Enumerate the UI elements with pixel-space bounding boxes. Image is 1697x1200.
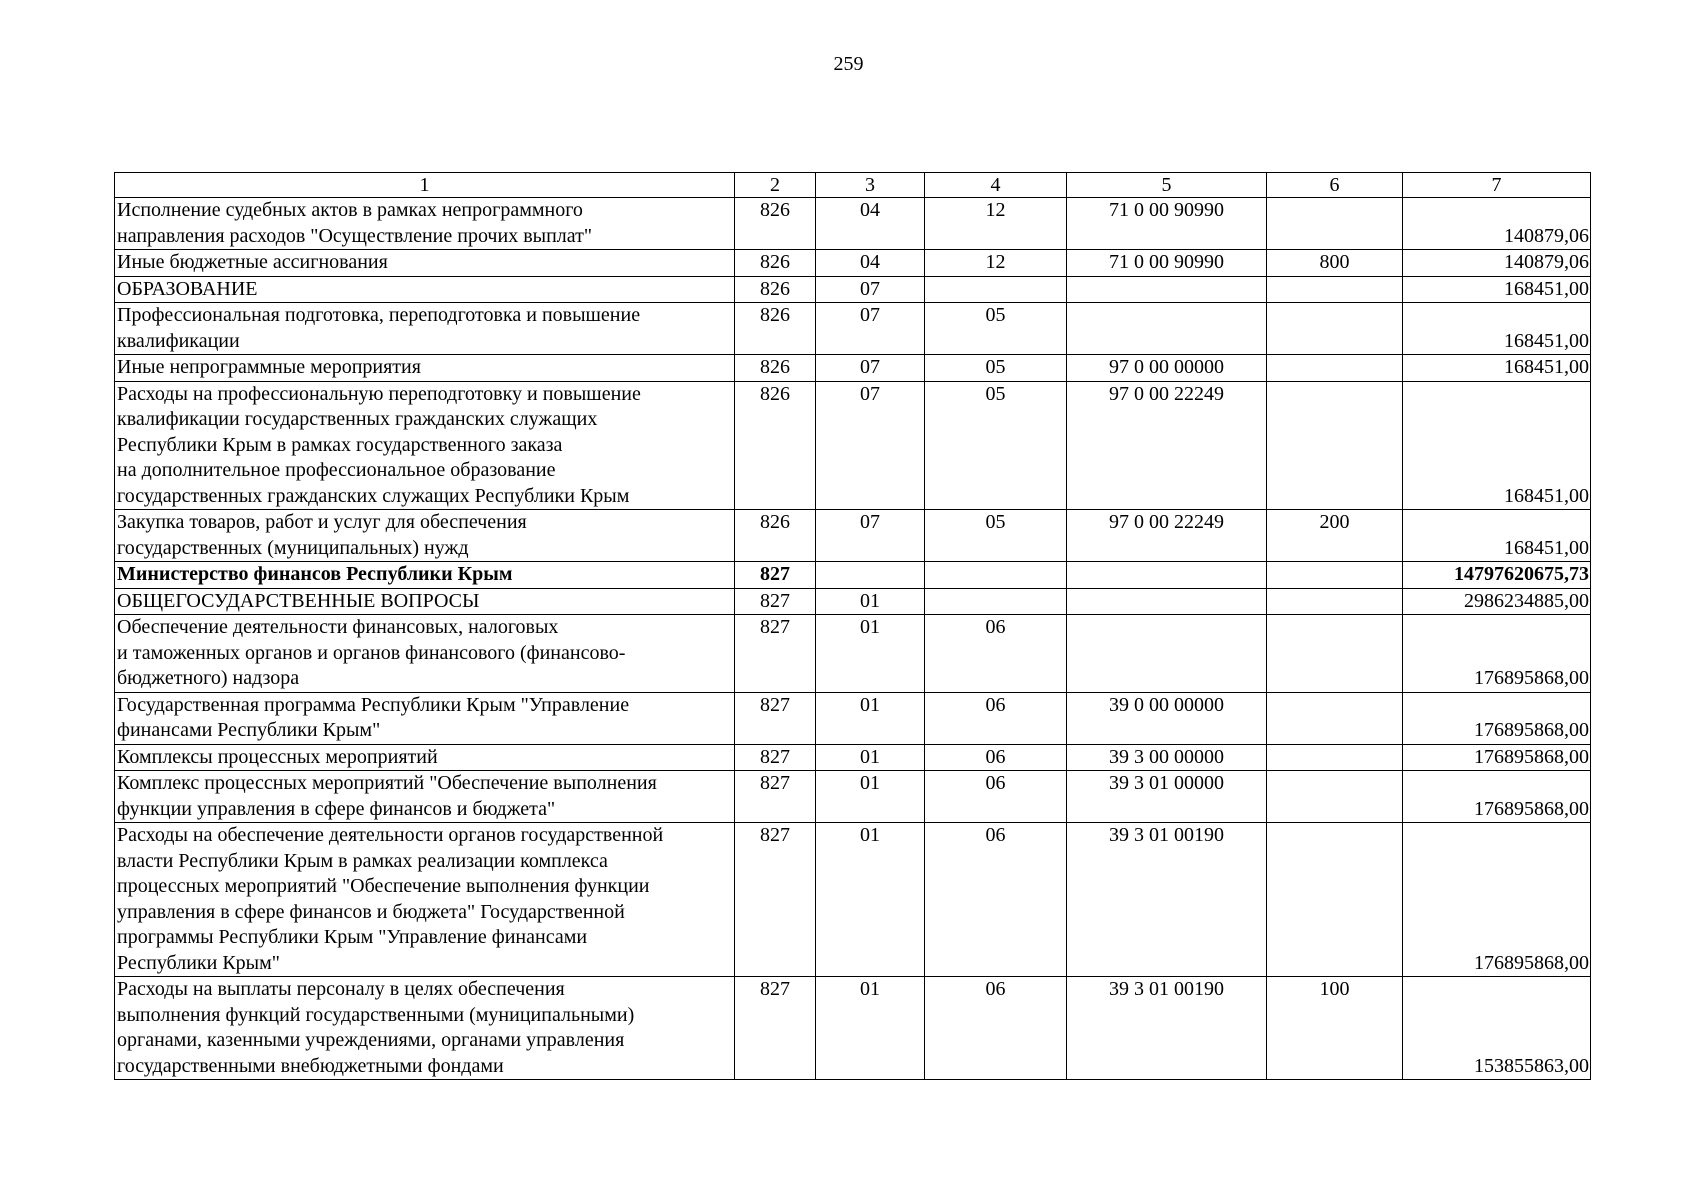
column-header: 3 (816, 173, 925, 198)
row-section-cell: 01 (816, 615, 925, 693)
row-target-article-cell: 71 0 00 90990 (1067, 198, 1267, 250)
row-subsection-cell: 06 (925, 771, 1067, 823)
row-expense-type-cell (1267, 381, 1403, 510)
row-expense-type-cell (1267, 588, 1403, 615)
row-name-cell: ОБРАЗОВАНИЕ (115, 276, 735, 303)
row-target-article-cell: 39 3 01 00190 (1067, 823, 1267, 977)
table-row (115, 381, 1591, 510)
row-section-cell: 01 (816, 977, 925, 1080)
row-target-article-cell: 71 0 00 90990 (1067, 250, 1267, 277)
row-target-article-cell (1067, 588, 1267, 615)
row-target-article-cell: 97 0 00 22249 (1067, 381, 1267, 510)
row-amount-cell: 2986234885,00 (1403, 588, 1591, 615)
budget-table (114, 172, 1591, 1080)
row-expense-type-cell (1267, 562, 1403, 589)
row-target-article-cell (1067, 615, 1267, 693)
row-name-cell: Комплекс процессных мероприятий "Обеспечение выполнения функции управления в сфере финансов и бюджета" (115, 771, 735, 823)
row-name-cell: Государственная программа Республики Крым "Управление финансами Республики Крым" (115, 692, 735, 744)
table-row (115, 355, 1591, 382)
row-section-cell: 07 (816, 303, 925, 355)
row-target-article-cell: 39 3 01 00190 (1067, 977, 1267, 1080)
table-row (115, 250, 1591, 277)
table-row (115, 615, 1591, 693)
row-subsection-cell: 12 (925, 198, 1067, 250)
row-expense-type-cell (1267, 744, 1403, 771)
row-target-article-cell (1067, 562, 1267, 589)
row-ministry-code-cell: 827 (735, 692, 816, 744)
row-name-cell: Закупка товаров, работ и услуг для обеспечения государственных (муниципальных) нужд (115, 510, 735, 562)
row-expense-type-cell: 800 (1267, 250, 1403, 277)
row-section-cell: 01 (816, 744, 925, 771)
row-name-cell: Комплексы процессных мероприятий (115, 744, 735, 771)
row-expense-type-cell (1267, 276, 1403, 303)
row-section-cell: 01 (816, 588, 925, 615)
row-ministry-code-cell: 826 (735, 250, 816, 277)
row-section-cell (816, 562, 925, 589)
row-subsection-cell: 05 (925, 381, 1067, 510)
row-expense-type-cell (1267, 355, 1403, 382)
column-header: 2 (735, 173, 816, 198)
page-number: 259 (833, 53, 864, 75)
table-row (115, 562, 1591, 589)
row-subsection-cell: 06 (925, 744, 1067, 771)
column-header: 5 (1067, 173, 1267, 198)
column-header: 4 (925, 173, 1067, 198)
row-target-article-cell: 39 0 00 00000 (1067, 692, 1267, 744)
row-expense-type-cell (1267, 615, 1403, 693)
row-subsection-cell: 05 (925, 355, 1067, 382)
row-subsection-cell (925, 588, 1067, 615)
row-ministry-code-cell: 827 (735, 615, 816, 693)
table-row (115, 303, 1591, 355)
row-section-cell: 07 (816, 276, 925, 303)
row-subsection-cell: 12 (925, 250, 1067, 277)
row-amount-cell: 176895868,00 (1403, 771, 1591, 823)
table-row (115, 510, 1591, 562)
row-amount-cell: 168451,00 (1403, 276, 1591, 303)
column-header: 6 (1267, 173, 1403, 198)
row-name-cell: Профессиональная подготовка, переподготовка и повышение квалификации (115, 303, 735, 355)
row-name-cell: Иные бюджетные ассигнования (115, 250, 735, 277)
row-amount-cell: 140879,06 (1403, 250, 1591, 277)
row-ministry-code-cell: 827 (735, 823, 816, 977)
row-name-cell: Расходы на профессиональную переподготовку и повышение квалификации государственных гражданских служащих Республики Крым в рамках государственного заказа на дополнительное профессиональное образование государственных гражданских служащих Республики Крым (115, 381, 735, 510)
row-ministry-code-cell: 827 (735, 771, 816, 823)
row-target-article-cell: 39 3 00 00000 (1067, 744, 1267, 771)
row-amount-cell: 176895868,00 (1403, 692, 1591, 744)
row-subsection-cell: 06 (925, 692, 1067, 744)
row-subsection-cell: 05 (925, 303, 1067, 355)
row-section-cell: 04 (816, 198, 925, 250)
row-section-cell: 01 (816, 692, 925, 744)
row-subsection-cell (925, 276, 1067, 303)
row-ministry-code-cell: 826 (735, 198, 816, 250)
row-amount-cell: 176895868,00 (1403, 615, 1591, 693)
row-expense-type-cell (1267, 303, 1403, 355)
row-target-article-cell: 97 0 00 00000 (1067, 355, 1267, 382)
row-amount-cell: 140879,06 (1403, 198, 1591, 250)
row-expense-type-cell (1267, 692, 1403, 744)
row-target-article-cell: 97 0 00 22249 (1067, 510, 1267, 562)
row-ministry-code-cell: 827 (735, 977, 816, 1080)
row-amount-cell: 176895868,00 (1403, 744, 1591, 771)
row-subsection-cell (925, 562, 1067, 589)
row-ministry-code-cell: 827 (735, 588, 816, 615)
row-amount-cell: 14797620675,73 (1403, 562, 1591, 589)
row-amount-cell: 168451,00 (1403, 381, 1591, 510)
row-expense-type-cell (1267, 771, 1403, 823)
row-ministry-code-cell: 826 (735, 276, 816, 303)
column-header: 7 (1403, 173, 1591, 198)
row-name-cell: Расходы на выплаты персоналу в целях обеспечения выполнения функций государственными (муниципальными) органами, казенными учреждениями, органами управления государственными внебюджетными фондами (115, 977, 735, 1080)
table-row (115, 692, 1591, 744)
row-amount-cell: 176895868,00 (1403, 823, 1591, 977)
table-row (115, 276, 1591, 303)
row-target-article-cell: 39 3 01 00000 (1067, 771, 1267, 823)
row-subsection-cell: 06 (925, 823, 1067, 977)
row-ministry-code-cell: 826 (735, 510, 816, 562)
row-section-cell: 01 (816, 771, 925, 823)
row-section-cell: 07 (816, 355, 925, 382)
row-name-cell: ОБЩЕГОСУДАРСТВЕННЫЕ ВОПРОСЫ (115, 588, 735, 615)
row-ministry-code-cell: 827 (735, 562, 816, 589)
row-section-cell: 07 (816, 381, 925, 510)
row-section-cell: 07 (816, 510, 925, 562)
row-ministry-code-cell: 826 (735, 381, 816, 510)
row-name-cell: Обеспечение деятельности финансовых, налоговых и таможенных органов и органов финансового (финансово- бюджетного) надзора (115, 615, 735, 693)
row-name-cell: Исполнение судебных актов в рамках непрограммного направления расходов "Осуществление прочих выплат" (115, 198, 735, 250)
row-subsection-cell: 06 (925, 615, 1067, 693)
row-ministry-code-cell: 826 (735, 355, 816, 382)
table-row (115, 771, 1591, 823)
row-expense-type-cell (1267, 198, 1403, 250)
row-name-cell: Министерство финансов Республики Крым (115, 562, 735, 589)
row-ministry-code-cell: 827 (735, 744, 816, 771)
row-amount-cell: 168451,00 (1403, 355, 1591, 382)
row-target-article-cell (1067, 276, 1267, 303)
table-header-row (115, 173, 1591, 198)
row-target-article-cell (1067, 303, 1267, 355)
table-row (115, 198, 1591, 250)
table-row (115, 744, 1591, 771)
row-ministry-code-cell: 826 (735, 303, 816, 355)
row-expense-type-cell: 200 (1267, 510, 1403, 562)
row-subsection-cell: 05 (925, 510, 1067, 562)
row-section-cell: 01 (816, 823, 925, 977)
table-row (115, 823, 1591, 977)
row-amount-cell: 153855863,00 (1403, 977, 1591, 1080)
column-header: 1 (115, 173, 735, 198)
table-row (115, 588, 1591, 615)
table-row (115, 977, 1591, 1080)
row-subsection-cell: 06 (925, 977, 1067, 1080)
row-amount-cell: 168451,00 (1403, 510, 1591, 562)
row-expense-type-cell: 100 (1267, 977, 1403, 1080)
row-name-cell: Иные непрограммные мероприятия (115, 355, 735, 382)
row-expense-type-cell (1267, 823, 1403, 977)
row-section-cell: 04 (816, 250, 925, 277)
row-name-cell: Расходы на обеспечение деятельности органов государственной власти Республики Крым в рамках реализации комплекса процессных мероприятий "Обеспечение выполнения функции управления в сфере финансов и бюджета" Государственной программы Республики Крым "Управление финансами Республики Крым" (115, 823, 735, 977)
row-amount-cell: 168451,00 (1403, 303, 1591, 355)
